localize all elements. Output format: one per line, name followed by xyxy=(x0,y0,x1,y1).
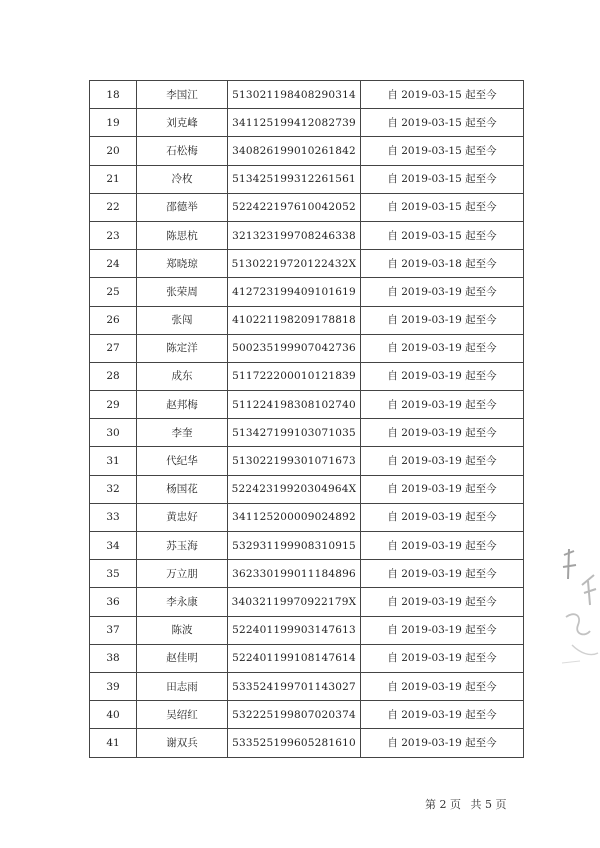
table-row xyxy=(90,391,524,419)
date-range: 自 2019-03-19 起至今 xyxy=(361,334,524,362)
person-name: 冷枚 xyxy=(137,165,228,193)
row-number: 41 xyxy=(90,729,137,757)
seal-stamp-fragment xyxy=(560,545,600,675)
id-number: 500235199907042736 xyxy=(228,334,361,362)
row-number: 32 xyxy=(90,475,137,503)
person-name: 郑晓琼 xyxy=(137,250,228,278)
id-number: 341125200009024892 xyxy=(228,503,361,531)
row-number: 25 xyxy=(90,278,137,306)
table-row xyxy=(90,81,524,109)
id-number: 511224198308102740 xyxy=(228,391,361,419)
date-range: 自 2019-03-19 起至今 xyxy=(361,644,524,672)
person-name: 张荣周 xyxy=(137,278,228,306)
date-range: 自 2019-03-19 起至今 xyxy=(361,729,524,757)
date-range: 自 2019-03-19 起至今 xyxy=(361,503,524,531)
table-row xyxy=(90,644,524,672)
date-range: 自 2019-03-19 起至今 xyxy=(361,419,524,447)
row-number: 26 xyxy=(90,306,137,334)
date-range: 自 2019-03-19 起至今 xyxy=(361,588,524,616)
person-name: 成东 xyxy=(137,362,228,390)
date-range: 自 2019-03-15 起至今 xyxy=(361,81,524,109)
row-number: 30 xyxy=(90,419,137,447)
id-number: 341125199412082739 xyxy=(228,109,361,137)
id-number: 533525199605281610 xyxy=(228,729,361,757)
date-range: 自 2019-03-19 起至今 xyxy=(361,362,524,390)
page-footer xyxy=(425,796,507,812)
row-number: 33 xyxy=(90,503,137,531)
id-number: 321323199708246338 xyxy=(228,221,361,249)
date-range: 自 2019-03-19 起至今 xyxy=(361,447,524,475)
person-name: 刘克峰 xyxy=(137,109,228,137)
id-number: 51302219720122432X xyxy=(228,250,361,278)
table-row xyxy=(90,475,524,503)
person-name: 张闯 xyxy=(137,306,228,334)
id-number: 522422197610042052 xyxy=(228,193,361,221)
table-row xyxy=(90,250,524,278)
table-row xyxy=(90,419,524,447)
table-row xyxy=(90,701,524,729)
row-number: 40 xyxy=(90,701,137,729)
person-name: 吴绍红 xyxy=(137,701,228,729)
id-number: 340826199010261842 xyxy=(228,137,361,165)
date-range: 自 2019-03-19 起至今 xyxy=(361,560,524,588)
row-number: 29 xyxy=(90,391,137,419)
table-row xyxy=(90,447,524,475)
date-range: 自 2019-03-19 起至今 xyxy=(361,306,524,334)
id-number: 522401199903147613 xyxy=(228,616,361,644)
person-name: 黄忠好 xyxy=(137,503,228,531)
date-range: 自 2019-03-15 起至今 xyxy=(361,165,524,193)
row-number: 24 xyxy=(90,250,137,278)
row-number: 21 xyxy=(90,165,137,193)
id-number: 513022199301071673 xyxy=(228,447,361,475)
id-number: 532225199807020374 xyxy=(228,701,361,729)
id-number: 362330199011184896 xyxy=(228,560,361,588)
person-name: 赵佳明 xyxy=(137,644,228,672)
id-number: 412723199409101619 xyxy=(228,278,361,306)
table-row xyxy=(90,362,524,390)
person-name: 陈定洋 xyxy=(137,334,228,362)
row-number: 37 xyxy=(90,616,137,644)
row-number: 19 xyxy=(90,109,137,137)
id-number: 513427199103071035 xyxy=(228,419,361,447)
row-number: 23 xyxy=(90,221,137,249)
row-number: 38 xyxy=(90,644,137,672)
row-number: 34 xyxy=(90,532,137,560)
date-range: 自 2019-03-19 起至今 xyxy=(361,672,524,700)
table-row xyxy=(90,221,524,249)
table-row xyxy=(90,306,524,334)
date-range: 自 2019-03-15 起至今 xyxy=(361,137,524,165)
id-number: 513021198408290314 xyxy=(228,81,361,109)
table-row xyxy=(90,503,524,531)
table-row xyxy=(90,278,524,306)
id-number: 410221198209178818 xyxy=(228,306,361,334)
row-number: 27 xyxy=(90,334,137,362)
person-name: 苏玉海 xyxy=(137,532,228,560)
id-number: 533524199701143027 xyxy=(228,672,361,700)
table-row xyxy=(90,193,524,221)
person-name: 李奎 xyxy=(137,419,228,447)
person-name: 谢双兵 xyxy=(137,729,228,757)
person-name: 田志雨 xyxy=(137,672,228,700)
row-number: 35 xyxy=(90,560,137,588)
person-name: 李永康 xyxy=(137,588,228,616)
person-name: 陈思杭 xyxy=(137,221,228,249)
person-name: 陈波 xyxy=(137,616,228,644)
person-name: 代纪华 xyxy=(137,447,228,475)
date-range: 自 2019-03-15 起至今 xyxy=(361,193,524,221)
table-row xyxy=(90,672,524,700)
row-number: 22 xyxy=(90,193,137,221)
records-table xyxy=(89,80,524,758)
table-row xyxy=(90,532,524,560)
table-row xyxy=(90,729,524,757)
id-number: 532931199908310915 xyxy=(228,532,361,560)
records-table-body xyxy=(90,81,524,758)
date-range: 自 2019-03-19 起至今 xyxy=(361,701,524,729)
date-range: 自 2019-03-18 起至今 xyxy=(361,250,524,278)
page-total: 共 5 页 xyxy=(470,798,507,811)
person-name: 李国江 xyxy=(137,81,228,109)
date-range: 自 2019-03-19 起至今 xyxy=(361,391,524,419)
person-name: 石松梅 xyxy=(137,137,228,165)
person-name: 杨国花 xyxy=(137,475,228,503)
table-row xyxy=(90,588,524,616)
person-name: 赵邦梅 xyxy=(137,391,228,419)
person-name: 万立朋 xyxy=(137,560,228,588)
table-row xyxy=(90,165,524,193)
row-number: 18 xyxy=(90,81,137,109)
table-row xyxy=(90,560,524,588)
row-number: 39 xyxy=(90,672,137,700)
date-range: 自 2019-03-19 起至今 xyxy=(361,475,524,503)
table-row xyxy=(90,616,524,644)
id-number: 522401199108147614 xyxy=(228,644,361,672)
id-number: 52242319920304964X xyxy=(228,475,361,503)
date-range: 自 2019-03-19 起至今 xyxy=(361,616,524,644)
date-range: 自 2019-03-15 起至今 xyxy=(361,221,524,249)
id-number: 34032119970922179X xyxy=(228,588,361,616)
id-number: 511722200010121839 xyxy=(228,362,361,390)
table-row xyxy=(90,334,524,362)
table-row xyxy=(90,109,524,137)
id-number: 513425199312261561 xyxy=(228,165,361,193)
row-number: 36 xyxy=(90,588,137,616)
row-number: 20 xyxy=(90,137,137,165)
person-name: 邵德举 xyxy=(137,193,228,221)
table-row xyxy=(90,137,524,165)
page-number: 第 2 页 xyxy=(425,798,461,811)
date-range: 自 2019-03-19 起至今 xyxy=(361,278,524,306)
date-range: 自 2019-03-15 起至今 xyxy=(361,109,524,137)
date-range: 自 2019-03-19 起至今 xyxy=(361,532,524,560)
row-number: 28 xyxy=(90,362,137,390)
row-number: 31 xyxy=(90,447,137,475)
